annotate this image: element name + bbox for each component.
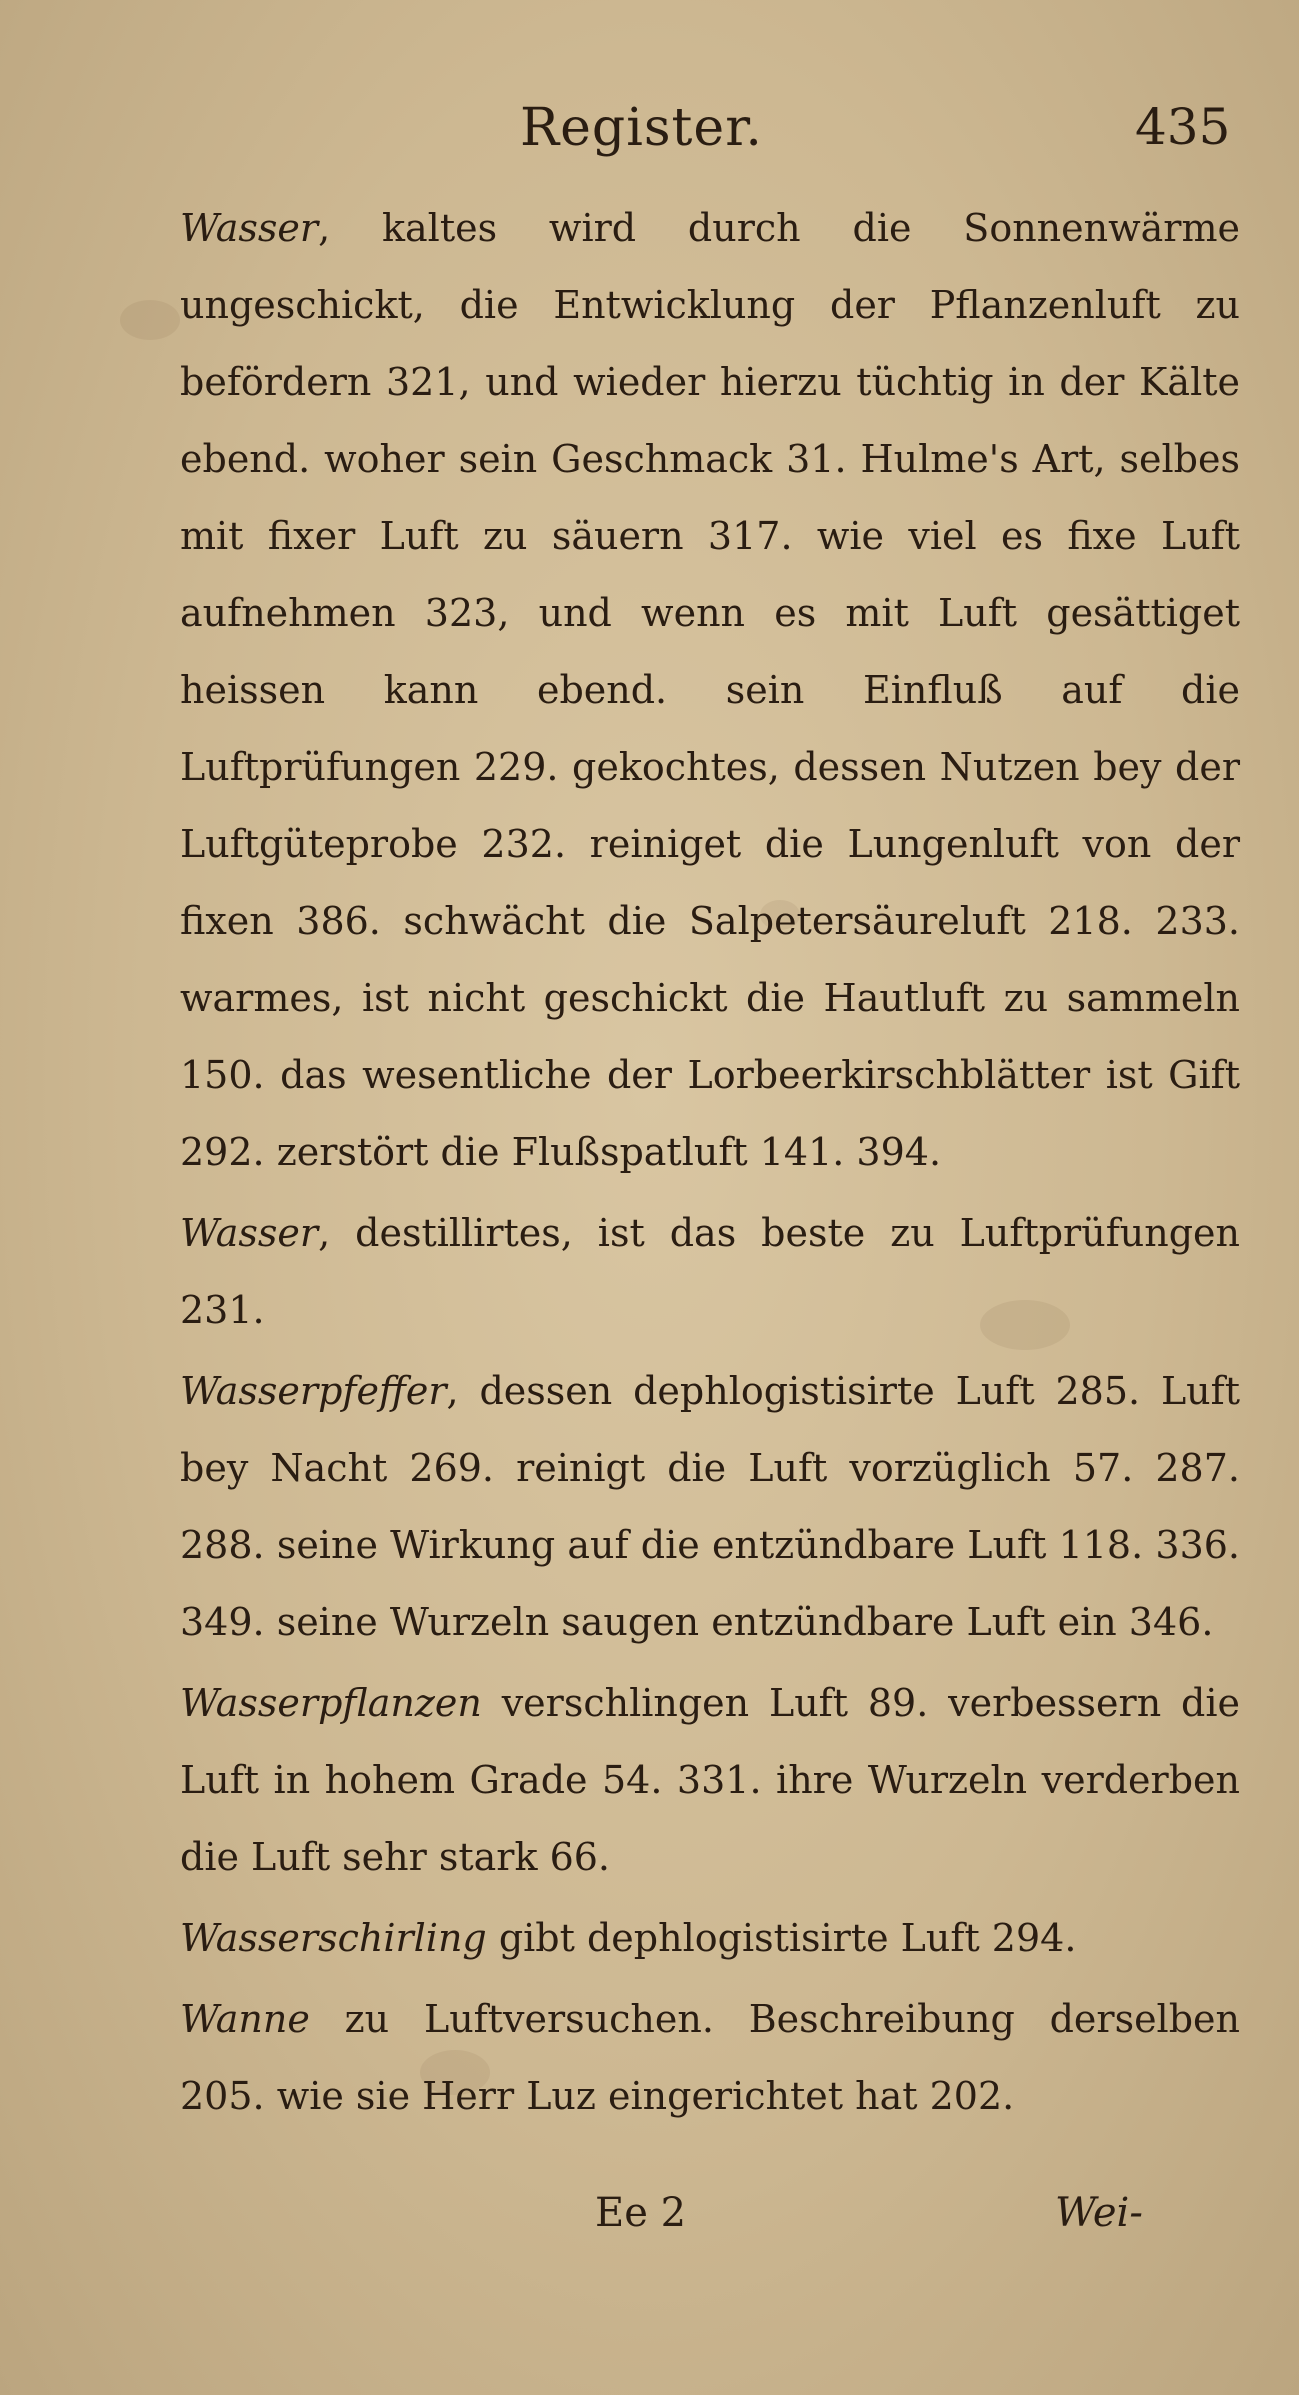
register-entry [180, 190, 1240, 1191]
paper-stain [120, 300, 180, 340]
entry-headword: Wasserpflanzen [180, 1681, 482, 1725]
entry-text: , kaltes wird durch die Sonnenwärme ungeschickt, die Entwicklung der Pflanzenluft zu befördern 321, und wieder hierzu tüchtig in der Kälte ebend. woher sein Geschmack 31. Hulme's Art, selbes mit fixer Luft zu säuern 317. wie viel es fixe Luft aufnehmen 323, und wenn es mit Luft gesättiget heissen kann ebend. sein Einfluß auf die Luftprüfungen 229. gekochtes, dessen Nutzen bey der Luftgüteprobe 232. reiniget die Lungenluft von der fixen 386. schwächt die Salpetersäureluft 218. 233. warmes, ist nicht geschickt die Hautluft zu sammeln 150. das wesentliche der Lorbeerkirschblätter ist Gift 292. zerstört die Flußspatluft 141. 394. [180, 206, 1240, 1174]
page-header [0, 98, 1299, 178]
running-title: Register. [520, 98, 763, 158]
entry-headword: Wanne [180, 1997, 310, 2041]
register-entry [180, 1195, 1240, 1349]
entry-text: zu Luftversuchen. Beschreibung derselben 205. wie sie Herr Luz eingerichtet hat 202. [180, 1997, 1240, 2118]
register-entry [180, 1665, 1240, 1896]
register-entry [180, 1353, 1240, 1661]
catchword: Wei- [1055, 2190, 1143, 2236]
entry-headword: Wasserpfeffer [180, 1369, 447, 1413]
register-entry [180, 1981, 1240, 2135]
register-entry [180, 1900, 1240, 1977]
entry-headword: Wasserschirling [180, 1916, 487, 1960]
entry-headword: Wasser [180, 206, 319, 250]
entry-text: verschlingen Luft 89. verbessern die Luft in hohem Grade 54. 331. ihre Wurzeln verderben die Luft sehr stark 66. [180, 1681, 1240, 1879]
entry-headword: Wasser [180, 1211, 319, 1255]
printer-signature: Ee 2 [595, 2190, 687, 2236]
entry-text: , dessen dephlogistisirte Luft 285. Luft bey Nacht 269. reinigt die Luft vorzüglich 57. 287. 288. seine Wirkung auf die entzündbare Luft 118. 336. 349. seine Wurzeln saugen entzündbare Luft ein 346. [180, 1369, 1240, 1644]
page-number: 435 [1135, 98, 1231, 156]
entry-text: gibt dephlogistisirte Luft 294. [486, 1916, 1077, 1960]
entry-text: , destillirtes, ist das beste zu Luftprüfungen 231. [180, 1211, 1240, 1332]
page-footer [0, 2190, 1299, 2270]
register-text [180, 190, 1240, 2135]
